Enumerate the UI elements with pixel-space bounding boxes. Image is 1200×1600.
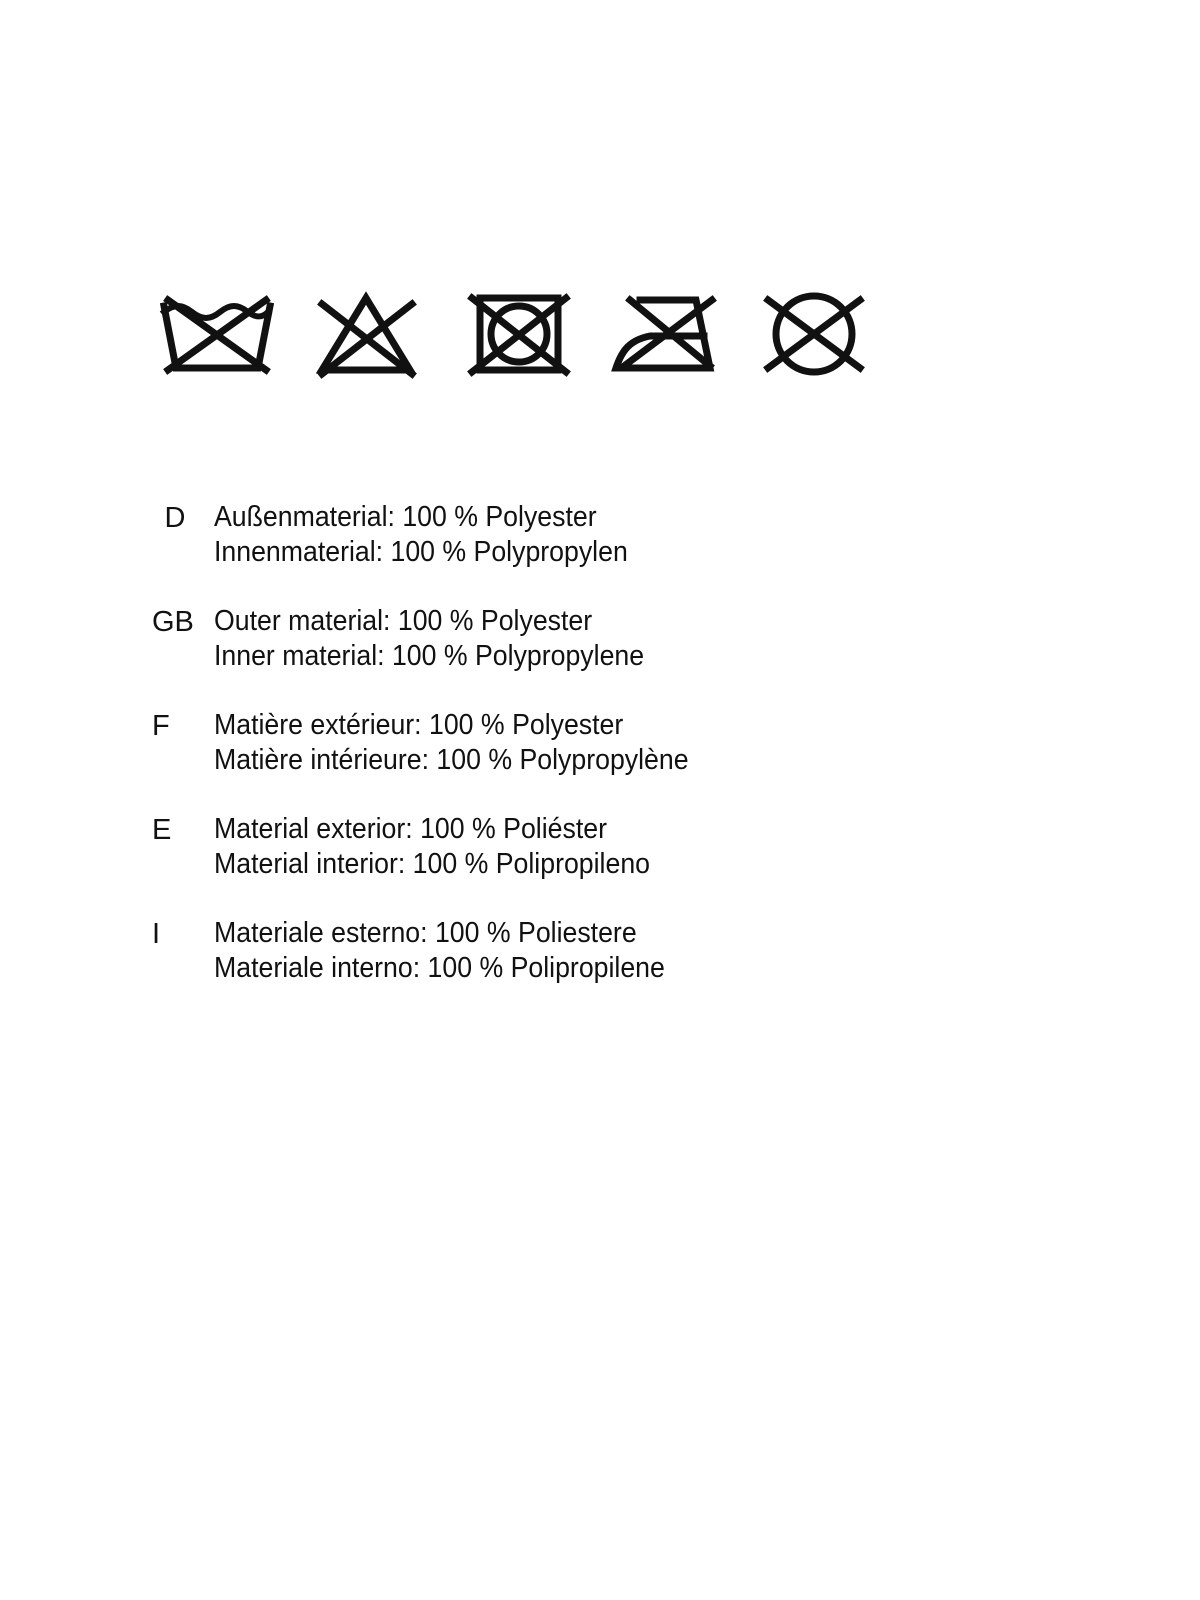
inner-material-text: Materiale interno: 100 % Polipropilene — [214, 952, 665, 984]
do-not-iron-icon — [612, 294, 722, 390]
language-code: D — [164, 502, 186, 534]
inner-material-text: Inner material: 100 % Polypropylene — [214, 640, 645, 672]
composition-block-f — [152, 708, 1052, 778]
composition-lines — [214, 812, 1052, 882]
do-not-bleach-icon — [314, 294, 424, 390]
composition-lines — [214, 604, 1052, 674]
composition-lines — [214, 708, 1052, 778]
composition-block-i — [152, 916, 1052, 986]
language-code: F — [152, 710, 170, 742]
do-not-wash-icon — [160, 294, 270, 390]
outer-material-text: Material exterior: 100 % Poliéster — [214, 813, 607, 845]
do-not-tumble-dry-icon — [466, 294, 576, 390]
outer-material-text: Outer material: 100 % Polyester — [214, 605, 593, 637]
composition-block-d — [152, 500, 1052, 570]
care-symbols-row — [160, 294, 920, 390]
language-code: I — [152, 918, 161, 950]
composition-block-gb — [152, 604, 1052, 674]
language-code: E — [152, 814, 172, 846]
inner-material-text: Innenmaterial: 100 % Polypropylen — [214, 536, 628, 568]
inner-material-text: Matière intérieure: 100 % Polypropylène — [214, 744, 689, 776]
outer-material-text: Matière extérieur: 100 % Polyester — [214, 709, 624, 741]
outer-material-text: Materiale esterno: 100 % Poliestere — [214, 917, 637, 949]
composition-lines — [214, 916, 1052, 986]
composition-lines — [214, 500, 1052, 570]
outer-material-text: Außenmaterial: 100 % Polyester — [214, 501, 597, 533]
material-composition-list — [152, 500, 1052, 1020]
do-not-dry-clean-icon — [762, 294, 872, 390]
composition-block-e — [152, 812, 1052, 882]
inner-material-text: Material interior: 100 % Polipropileno — [214, 848, 651, 880]
language-code: GB — [152, 606, 194, 638]
